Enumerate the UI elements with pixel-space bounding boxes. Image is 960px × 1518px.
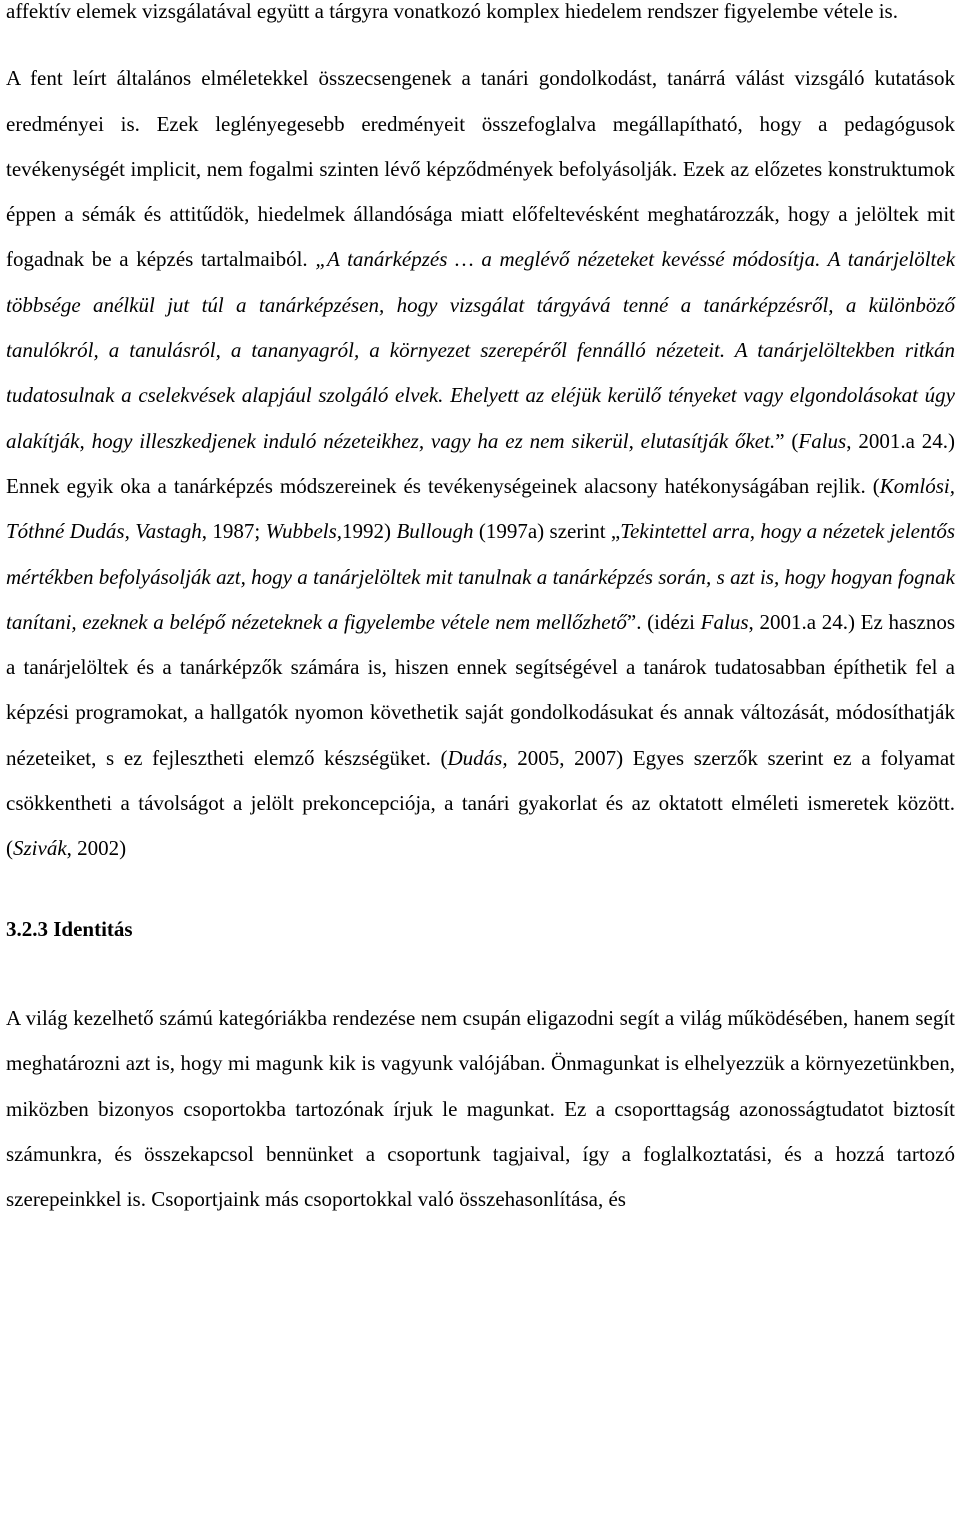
document-page: [6, 0, 955, 1222]
italic-text-segment: Szivák: [13, 836, 67, 861]
italic-text-segment: Bullough: [396, 519, 474, 544]
italic-text-segment: Falus: [700, 609, 749, 634]
italic-text-segment: Dudás,: [447, 745, 508, 770]
text-segment: A fent leírt általános elméletekkel összecsengenek a tanári gondolkodást, tanárrá válást vizsgáló kutatások eredményei is. Ezek leglényegesebb eredményeit összefoglalva megállapítható, hogy a pedagógusok tevékenységét implicit, nem fogalmi szinten lévő képződmények befolyásolják. Ezek az előzetes konstruktumok éppen a sémák és attitűdök, hiedelmek állandósága miatt előfeltevésként meghatározzák, hogy a jelöltek mit fogadnak be a képzés tartalmaiból.: [6, 66, 955, 272]
text-segment: , 2002): [66, 836, 127, 861]
paragraph-identity: A világ kezelhető számú kategóriákba rendezése nem csupán eligazodni segít a világ működésében, hanem segít meghatározni azt is, hogy mi magunk kik is vagyunk valójában. Önmagunkat is elhelyezzük a környezetünkben, miközben bizonyos csoportokba tartozónak írjuk le magunkat. Ez a csoporttagság azonosságtudatot biztosít számunkra, és összekapcsol bennünket a csoportunk tagjaival, így a foglalkoztatási, és a hozzá tartozó szerepeinkkel is. Csoportjaink más csoportokkal való összehasonlítása, és: [6, 1005, 955, 1212]
text-segment: ” (: [775, 428, 799, 453]
italic-text-segment: Falus: [798, 428, 847, 453]
heading-spacer-after: [6, 952, 955, 996]
italic-text-segment: Tekintettel arra, hogy a nézetek jelentős mértékben befolyásolják azt, hogy a tanárjelöltek mit tanulnak a tanárképzés során, s azt is, hogy hogyan fognak tanítani, ezeknek a belépő nézeteknek a figyelembe vétele nem mellőzhető: [6, 519, 955, 634]
italic-text-segment: Komlósi, Tóthné Dudás, Vastagh: [6, 473, 955, 544]
text-segment: 1992): [342, 519, 397, 544]
text-segment: , 2001.a 24.) Ennek egyik oka a tanárképzés módszereinek és tevékenységeinek alacsony hatékonyságában rejlik. (: [6, 428, 955, 498]
text-segment: 2005, 2007) Egyes szerzők szerint ez a folyamat csökkentheti a távolságot a jelölt prekoncepciója, a tanári gyakorlat és az oktatott elméleti ismeretek között. (: [6, 745, 955, 861]
section-heading-identitas: 3.2.3 Identitás: [6, 916, 133, 941]
heading-spacer: [6, 872, 955, 907]
text-segment: , 1987;: [201, 519, 266, 544]
paragraph-spacer: [6, 34, 955, 56]
text-segment: ”. (idézi: [626, 609, 701, 634]
text-segment: (1997a) szerint „: [473, 519, 621, 544]
paragraph-teacher-beliefs: [6, 56, 955, 871]
text-segment: , 2001.a 24.) Ez hasznos a tanárjelöltek és a tanárképzők számára is, hiszen ennek segítségével a tanárok tudatosabban építhetik fel a képzési programokat, a hallgatók nyomon követhetik saját gondolkodásukat és annak változását, módosíthatják nézeteiket, s ez fejlesztheti elemző készségüket. (: [6, 609, 955, 770]
italic-text-segment: Wubbels,: [265, 519, 343, 544]
italic-text-segment: „A tanárképzés … a meglévő nézeteket kevéssé módosítja. A tanárjelöltek többsége anélkül jut túl a tanárképzésen, hogy vizsgálat tárgyává tenné a tanárképzésről, a különböző tanulókról, a tanulásról, a tananyagról, a környezet szerepéről fennálló nézeteit. A tanárjelöltekben ritkán tudatosulnak a cselekvések alapjául szolgáló elvek. Ehelyett az eléjük kerülő tényeket vagy elgondolásokat úgy alakítják, hogy illeszkedjenek induló nézeteikhez, vagy ha ez nem sikerül, elutasítják őket.: [6, 247, 956, 453]
paragraph-continuation: affektív elemek vizsgálatával együtt a tárgyra vonatkozó komplex hiedelem rendszer figyelembe vétele is.: [6, 0, 898, 23]
